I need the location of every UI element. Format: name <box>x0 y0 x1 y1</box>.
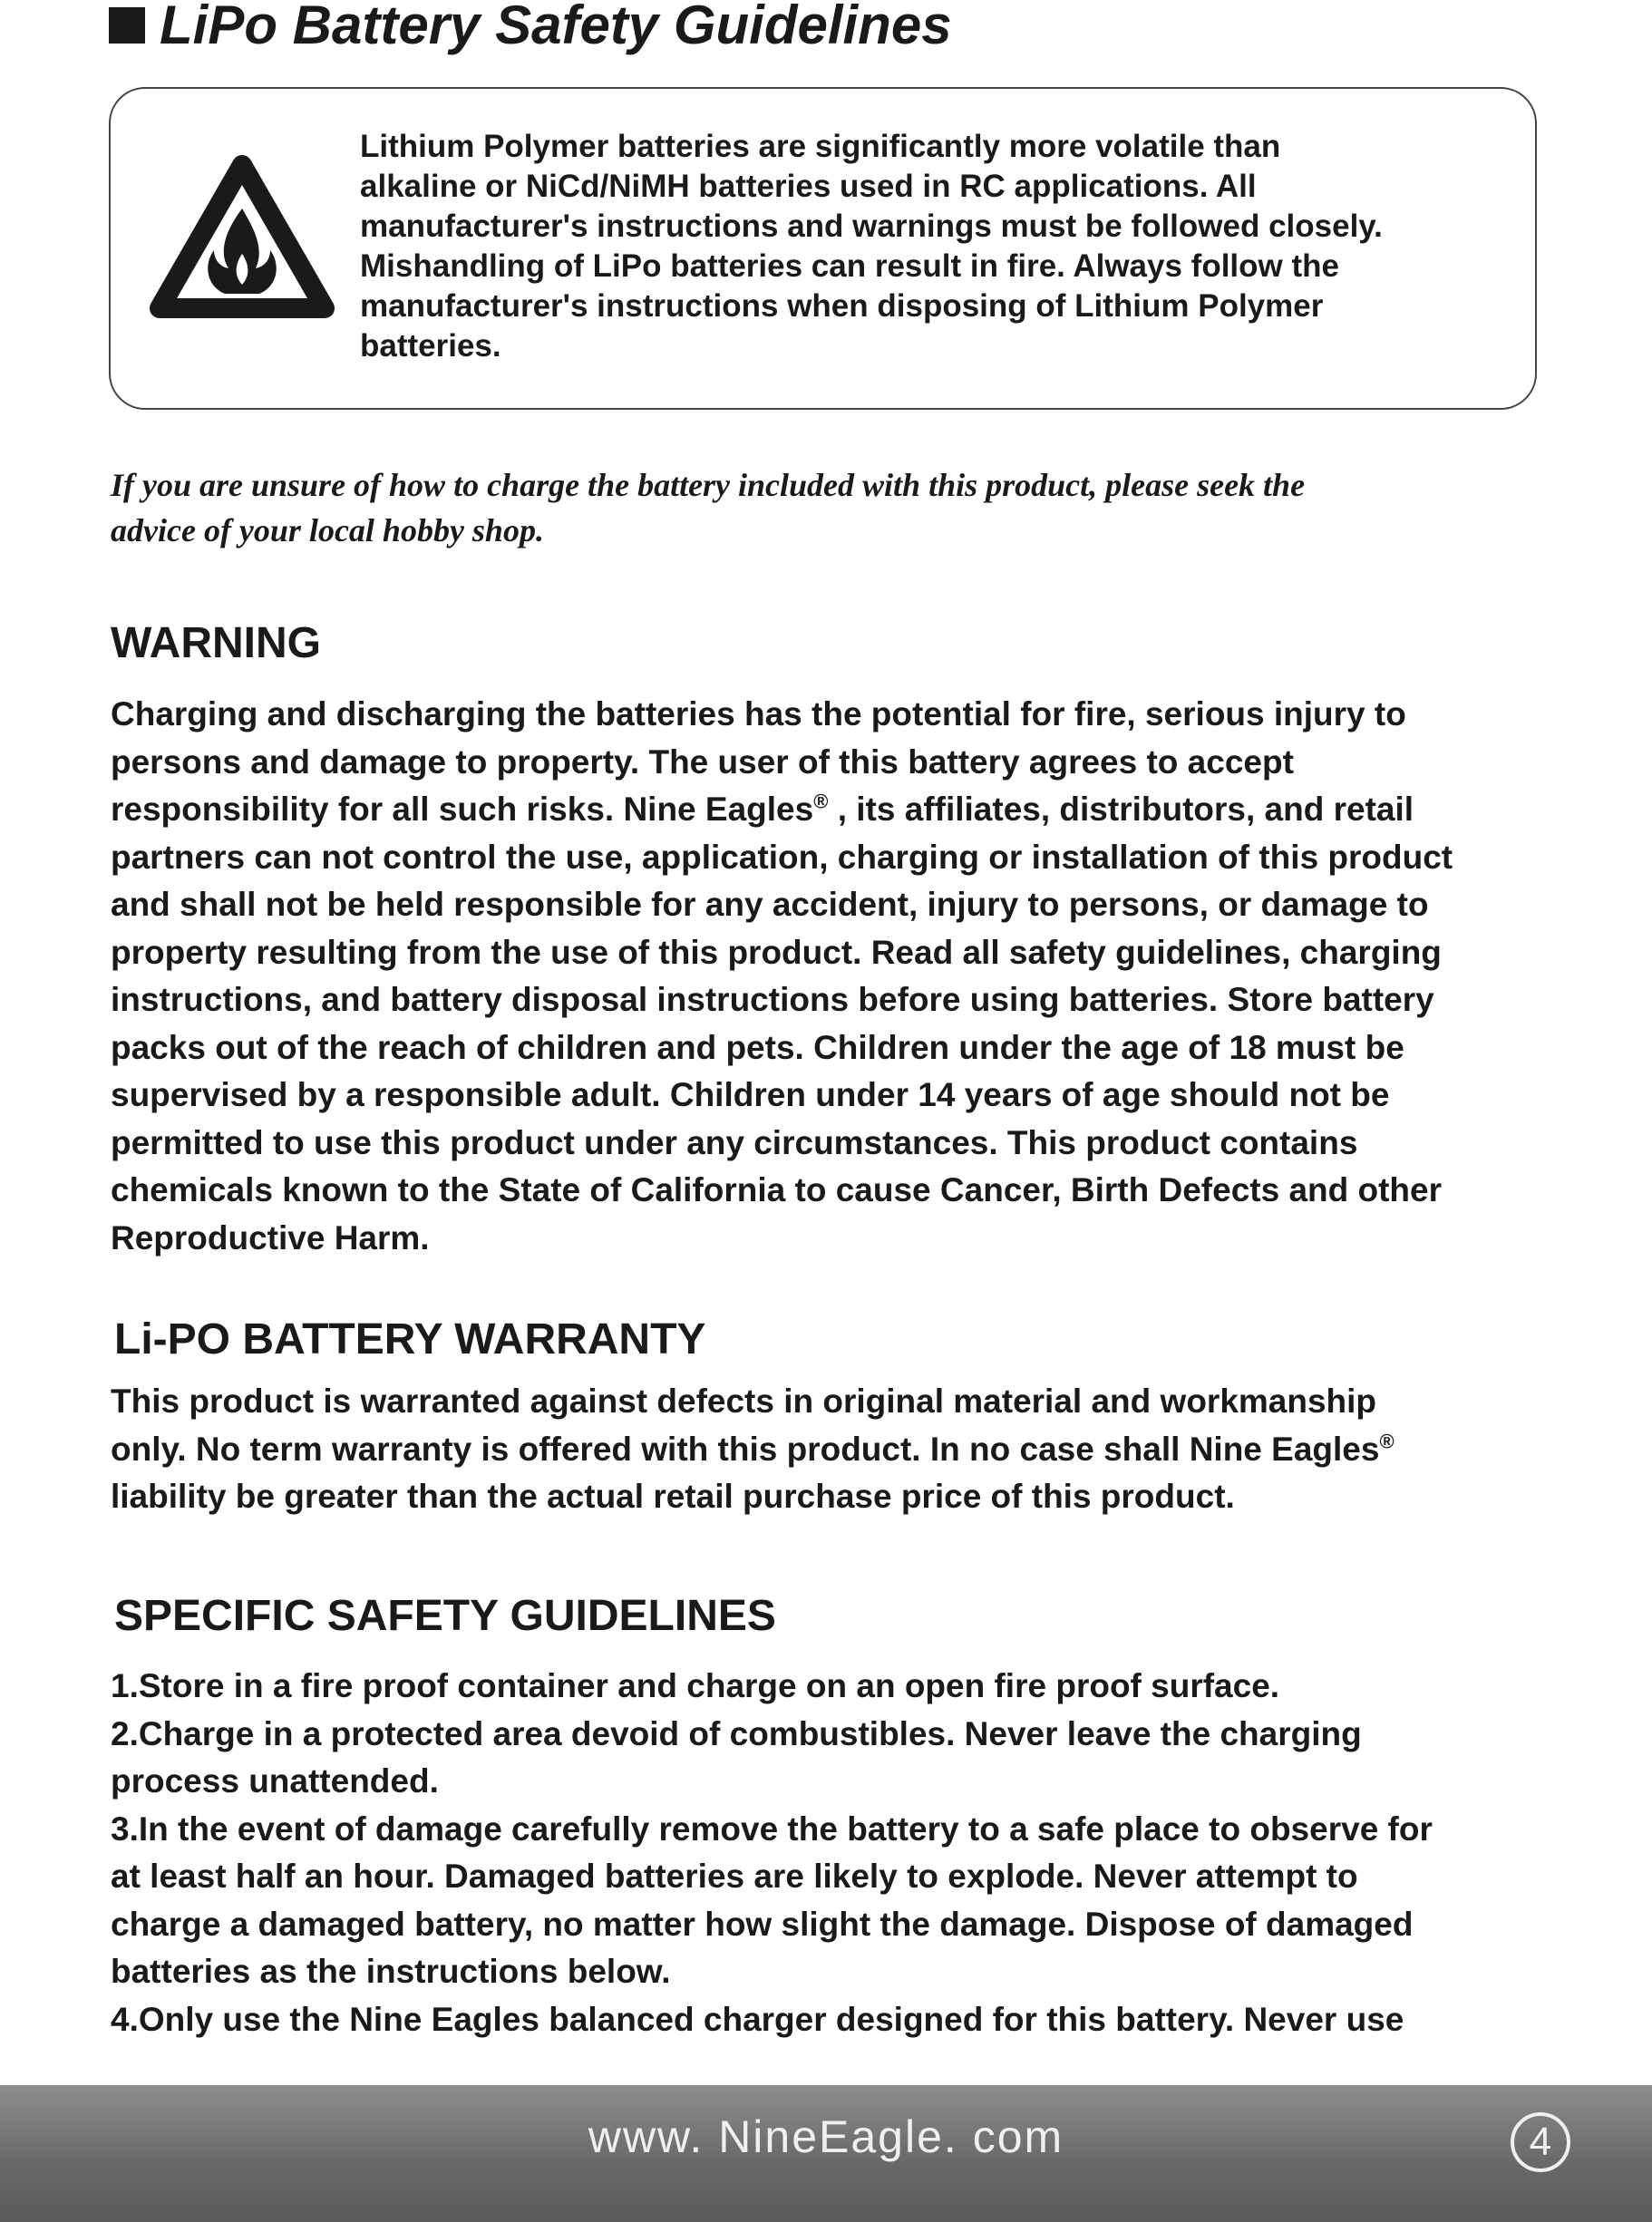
page-title <box>109 0 952 55</box>
warranty-text-part1: This product is warranted against defects in original material and workmanship only. No term warranty is offered with this product. In no case shall Nine Eagles <box>111 1383 1380 1468</box>
warning-text-part1: Charging and discharging the batteries has the potential for fire, serious injury to persons and damage to property. The user of this battery agrees to accept responsibility for all such risks. Nine Eagles <box>111 695 1406 828</box>
warning-heading: WARNING <box>111 619 321 667</box>
page-number: 4 <box>1511 2112 1570 2172</box>
specific-safety-heading: SPECIFIC SAFETY GUIDELINES <box>114 1592 776 1640</box>
warning-text-part2: , its affiliates, distributors, and retail partners can not control the use, application, charging or installation of this product and shall not be held responsible for any accident, injury to persons, or damage to property resulting from the use of this product. Read all safety guidelines, charging instructions, and battery disposal instructions before using batteries. Store battery packs out of the reach of children and pets. Children under the age of 18 must be supervised by a responsible adult. Children under 14 years of age should not be permitted to use this product under any circumstances. This product contains chemicals known to the State of California to cause Cancer, Birth Defects and other Reproductive Harm. <box>111 791 1453 1257</box>
website-url: www. NineEagle. com <box>588 2111 1064 2162</box>
registered-mark: ® <box>813 790 829 813</box>
charging-advice: If you are unsure of how to charge the battery included with this product, please seek the advice of your local hobby shop. <box>111 467 1306 548</box>
registered-mark: ® <box>1379 1430 1394 1453</box>
warning-paragraph <box>111 691 1561 1262</box>
safety-guidelines-list: 1.Store in a fire proof container and charge on an open fire proof surface. 2.Charge in a protected area devoid of combustibles. Never leave the charging process unattended. 3.In the event of damage carefully remove the battery to a safe place to observe for at least half an hour. Damaged batteries are likely to explode. Never attempt to charge a damaged battery, no matter how slight the damage. Dispose of damaged batteries as the instructions below. 4.Only use the Nine Eagles balanced charger designed for this battery. Never use <box>111 1667 1433 2038</box>
warranty-paragraph <box>111 1378 1561 1521</box>
title-bullet <box>109 7 145 44</box>
page-footer <box>0 2085 1652 2222</box>
warranty-text-part2: liability be greater than the actual retail purchase price of this product. <box>111 1478 1235 1515</box>
page-title-text: LiPo Battery Safety Guidelines <box>160 0 952 55</box>
warranty-heading: Li-PO BATTERY WARRANTY <box>114 1315 706 1363</box>
fire-hazard-icon <box>147 152 337 325</box>
fire-warning-text: Lithium Polymer batteries are significantly more volatile than alkaline or NiCd/NiMH batteries used in RC applications. All manufacturer's instructions and warnings must be followed closely. Mishandling of LiPo batteries can result in fire. Always follow the manufacturer's instructions when disposing of Lithium Polymer batteries. <box>360 129 1383 364</box>
fire-warning-box <box>109 87 1537 410</box>
